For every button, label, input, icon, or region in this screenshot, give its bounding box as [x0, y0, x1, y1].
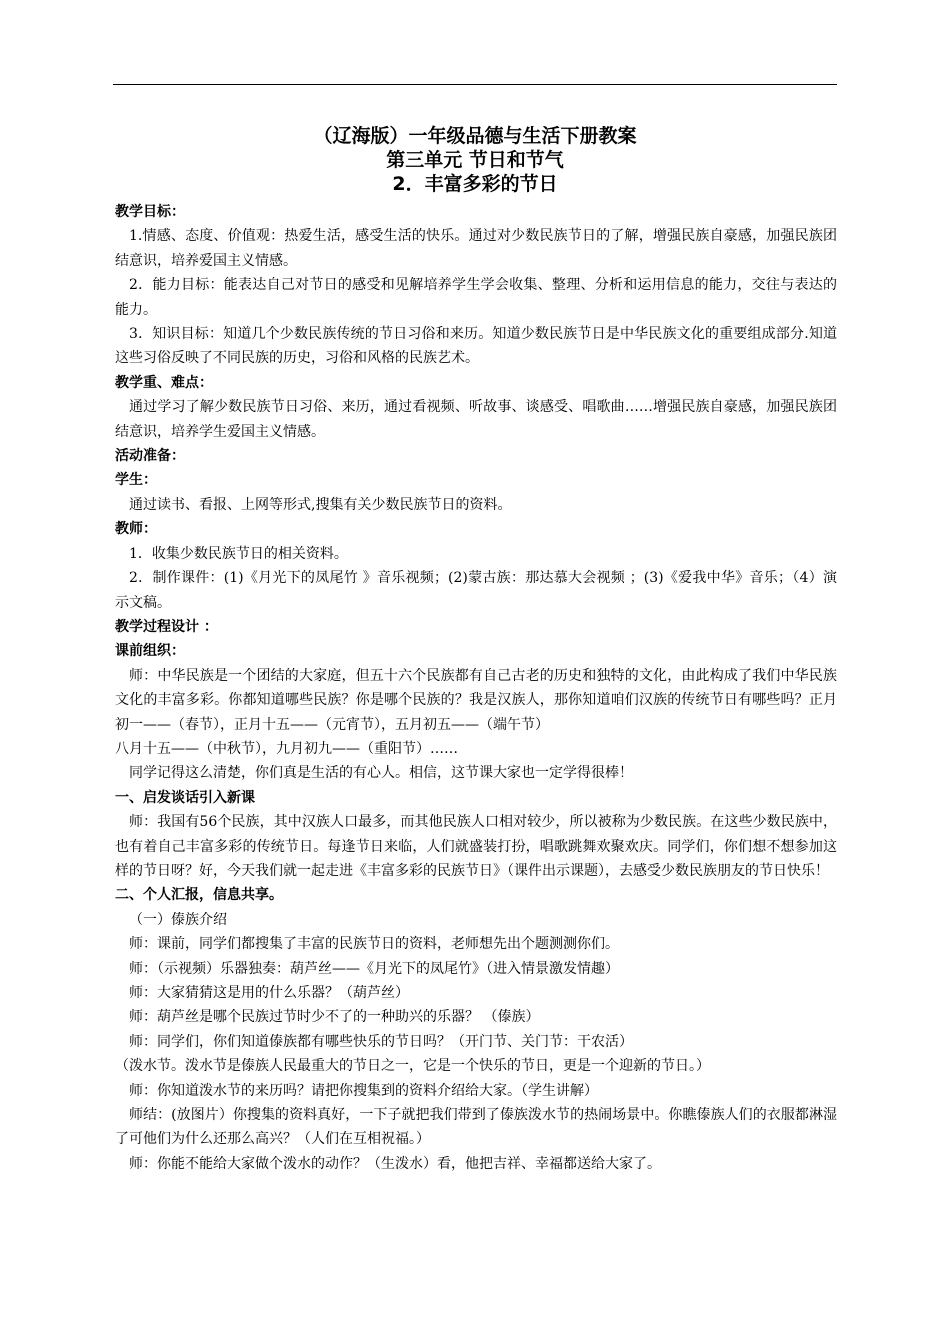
section-heading: 教学目标： [115, 204, 185, 220]
unit-title: 第三单元 节日和节气 [386, 149, 564, 171]
paragraph: 同学记得这么清楚，你们真是生活的有心人。相信，这节课大家也一定学得很棒！ [129, 765, 633, 782]
paragraph: 师：你能不能给大家做个泼水的动作？（生泼水）看，他把吉祥、幸福都送给大家了。 [129, 1155, 661, 1172]
section-heading: 二、个人汇报，信息共享。 [115, 887, 283, 904]
paragraph: 3．知识目标：知道几个少数民族传统的节日习俗和来历。知道少数民族节日是中华民族文化的重要组成部分.知道这些习俗反映了不同民族的历史，习俗和风格的民族艺术。 [115, 326, 837, 367]
paragraph: 师：你知道泼水节的来历吗？请把你搜集到的资料介绍给大家。（学生讲解） [129, 1082, 598, 1099]
section-heading: 教学重、难点： [115, 374, 213, 391]
paragraph: 1．收集少数民族节日的相关资料。 [129, 545, 348, 562]
section-heading: 课前组织： [115, 643, 185, 660]
paragraph: 师：课前，同学们都搜集了丰富的民族节日的资料，老师想先出个题测测你们。 [129, 936, 619, 953]
paragraph: 通过学习了解少数民族节日习俗、来历，通过看视频、听故事、谈感受、唱歌曲……增强民族自豪感，加强民族团结意识，培养学生爱国主义情感。 [115, 399, 837, 440]
section-heading: 学生： [115, 472, 157, 489]
paragraph: 通过读书、看报、上网等形式,搜集有关少数民族节日的资料。 [129, 496, 512, 513]
section-heading: 教学过程设计 ： [115, 618, 218, 635]
subsection-heading: （一）傣族介绍 [129, 911, 227, 928]
paragraph: 师结：(放图片）你搜集的资料真好，一下子就把我们带到了傣族泼水节的热闹场景中。你瞧傣族人们的衣服都淋湿了可他们为什么还那么高兴？（人们在互相祝福。） [115, 1107, 837, 1148]
paragraph: （泼水节。泼水节是傣族人民最重大的节日之一，它是一个快乐的节日，更是一个迎新的节日。） [115, 1058, 710, 1075]
document-title: （辽海版）一年级品德与生活下册教案 [313, 125, 637, 147]
header-rule [113, 84, 837, 85]
paragraph: 师：大家猜猜这是用的什么乐器？（葫芦丝） [129, 985, 409, 1001]
paragraph: 八月十五——（中秋节），九月初九——（重阳节）…… [115, 740, 458, 757]
paragraph: 师：同学们，你们知道傣族都有哪些快乐的节日吗？（开门节、关门节：干农活） [129, 1033, 633, 1050]
lesson-title: 2．丰富多彩的节日 [392, 173, 558, 195]
paragraph: 师：中华民族是一个团结的大家庭，但五十六个民族都有自己古老的历史和独特的文化，由此构成了我们中华民族文化的丰富多彩。你都知道哪些民族？你是哪个民族的？我是汉族人，那你知道咱们汉族的传统节日有哪些吗？正月初一——（春节），正月十五——（元宵节），五月初五——（端午节） [115, 667, 837, 733]
paragraph: 2．能力目标：能表达自己对节日的感受和见解培养学生学会收集、整理、分析和运用信息的能力，交往与表达的能力。 [115, 277, 837, 318]
paragraph: 师：（示视频）乐器独奏：葫芦丝——《月光下的凤尾竹》（进入情景激发情趣） [129, 960, 619, 977]
section-heading: 活动准备： [115, 448, 185, 465]
paragraph: 1.情感、态度、价值观：热爱生活，感受生活的快乐。通过对少数民族节日的了解，增强民族自豪感，加强民族团结意识，培养爱国主义情感。 [115, 228, 837, 269]
section-heading: 一、启发谈话引入新课 [115, 789, 255, 806]
paragraph: 师：我国有56个民族，其中汉族人口最多，而其他民族人口相对较少，所以被称为少数民族。在这些少数民族中，也有着自己丰富多彩的传统节日。每逢节日来临，人们就盛装打扮，唱歌跳舞欢聚欢庆。同学们，你们想不想参加这样的节日呀？好，今天我们就一起走进《丰富多彩的民族节日》（课件出示课题），去感受少数民族朋友的节日快乐！ [115, 814, 837, 879]
document-title-block [113, 124, 837, 196]
document-body [115, 200, 837, 1176]
section-heading: 教师： [115, 521, 157, 538]
paragraph: 2．制作课件：(1)《月光下的凤尾竹 》音乐视频；(2)蒙古族：那达慕大会视频 ；(3)《爱我中华》音乐；（4）演示文稿。 [115, 570, 837, 611]
paragraph: 师：葫芦丝是哪个民族过节时少不了的一种助兴的乐器？ （傣族） [129, 1009, 540, 1026]
